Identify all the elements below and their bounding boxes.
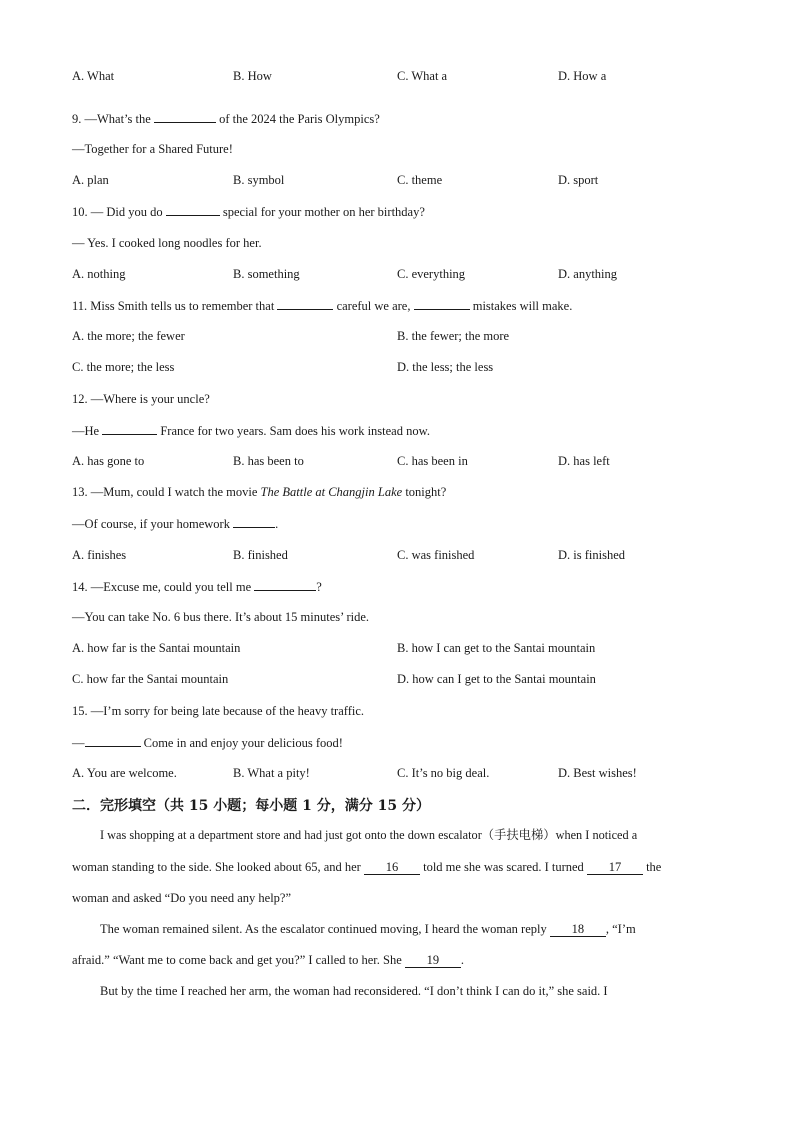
q8-option-d: D. How a — [558, 69, 607, 83]
q10-option-c: C. everything — [397, 267, 466, 281]
q13-stem-after: tonight? — [402, 485, 447, 499]
q15-stem: 15. —I’m sorry for being late because of the heavy traffic. — [72, 704, 365, 718]
passage-p2-line2-after: . — [460, 953, 465, 967]
q10-reply: — Yes. I cooked long noodles for her. — [72, 236, 262, 250]
q14-reply: —You can take No. 6 bus there. It’s about 15 minutes’ ride. — [72, 610, 370, 624]
q12-option-b: B. has been to — [233, 454, 304, 468]
q8-option-a: A. What — [72, 69, 115, 83]
q14-option-c: C. how far the Santai mountain — [72, 672, 229, 686]
blank-16: 16 — [364, 860, 420, 875]
q9-stem-after: of the 2024 the Paris Olympics? — [215, 112, 380, 126]
passage-p1-line2-before: woman standing to the side. She looked about 65, and her — [72, 860, 364, 874]
q11-option-d: D. the less; the less — [397, 360, 494, 374]
q13-option-d: D. is finished — [558, 548, 626, 562]
q10-option-a: A. nothing — [72, 267, 126, 281]
q12-reply-after: France for two years. Sam does his work instead now. — [157, 424, 430, 438]
passage-p1-line1: I was shopping at a department store and had just got onto the down escalator（手扶电梯）when I noticed a — [100, 828, 638, 842]
q11-blank-1 — [277, 297, 333, 310]
q10-option-d: D. anything — [558, 267, 618, 281]
q9-reply: —Together for a Shared Future! — [72, 142, 233, 156]
q11-stem-middle: careful we are, — [333, 299, 414, 313]
blank-17: 17 — [587, 860, 643, 875]
q13-option-c: C. was finished — [397, 548, 475, 562]
q9-option-c: C. theme — [397, 173, 443, 187]
blank-18: 18 — [550, 922, 606, 937]
q9-option-b: B. symbol — [233, 173, 285, 187]
q12-reply — [72, 422, 430, 439]
q13-reply-after: . — [275, 517, 279, 531]
q10-option-b: B. something — [233, 267, 300, 281]
q14-option-d: D. how can I get to the Santai mountain — [397, 672, 596, 686]
q15-option-d: D. Best wishes! — [558, 766, 637, 780]
q13-reply-before: —Of course, if your homework — [72, 517, 234, 531]
q13-stem-before: 13. —Mum, could I watch the movie — [72, 485, 261, 499]
q14-option-b: B. how I can get to the Santai mountain — [397, 641, 596, 655]
q11-option-a: A. the more; the fewer — [72, 329, 185, 343]
q13-option-a: A. finishes — [72, 548, 127, 562]
q15-blank — [85, 734, 141, 747]
section-title-cloze: 二．完形填空（共 15 小题；每小题 1 分，满分 15 分） — [72, 798, 430, 814]
q13-blank — [233, 515, 275, 528]
blank-19: 19 — [405, 953, 461, 968]
q9-stem-before: 9. —What’s the — [72, 112, 154, 126]
q10-stem-before: 10. — Did you do — [72, 205, 166, 219]
passage-p3-line1: But by the time I reached her arm, the woman had reconsidered. “I don’t think I can do it,” she said. I — [100, 984, 608, 998]
q15-reply — [72, 734, 343, 751]
q15-reply-before: — — [72, 736, 85, 750]
q12-option-d: D. has left — [558, 454, 610, 468]
passage-p2-line2-before: afraid.” “Want me to come back and get you?” I called to her. She — [72, 953, 405, 967]
q9-option-a: A. plan — [72, 173, 109, 187]
passage-p2-line1-after: , “I’m — [605, 922, 636, 936]
passage-p1-line2-middle: told me she was scared. I turned — [419, 860, 587, 874]
q14-blank — [254, 578, 316, 591]
q13-reply — [72, 515, 278, 532]
q12-option-c: C. has been in — [397, 454, 468, 468]
q12-stem: 12. —Where is your uncle? — [72, 392, 210, 406]
q11-blank-2 — [414, 297, 470, 310]
q13-movie-title: The Battle at Changjin Lake — [260, 485, 403, 499]
passage-p1-line2-after: the — [642, 860, 662, 874]
q11-stem-after: mistakes will make. — [469, 299, 573, 313]
q11-option-b: B. the fewer; the more — [397, 329, 510, 343]
q12-reply-before: —He — [72, 424, 103, 438]
q10-stem-after: special for your mother on her birthday? — [219, 205, 425, 219]
q11-stem-before: 11. Miss Smith tells us to remember that — [72, 299, 278, 313]
q15-reply-after: Come in and enjoy your delicious food! — [140, 736, 343, 750]
q14-stem — [72, 578, 322, 595]
q10-blank — [166, 203, 220, 216]
q14-stem-before: 14. —Excuse me, could you tell me — [72, 580, 255, 594]
q10-stem — [72, 203, 425, 220]
q15-option-b: B. What a pity! — [233, 766, 310, 780]
q8-option-c: C. What a — [397, 69, 448, 83]
q14-stem-after: ? — [316, 580, 322, 594]
passage-p2-line2 — [72, 952, 464, 968]
q12-blank — [102, 422, 157, 435]
q8-option-b: B. How — [233, 69, 272, 83]
q11-stem — [72, 297, 572, 314]
passage-p2-line1-before: The woman remained silent. As the escalator continued moving, I heard the woman reply — [100, 922, 550, 936]
q9-option-d: D. sport — [558, 173, 599, 187]
passage-p1-line2 — [72, 859, 661, 875]
q15-option-c: C. It’s no big deal. — [397, 766, 490, 780]
q15-option-a: A. You are welcome. — [72, 766, 177, 780]
q14-option-a: A. how far is the Santai mountain — [72, 641, 241, 655]
q13-stem — [72, 484, 446, 500]
passage-p1-line3: woman and asked “Do you need any help?” — [72, 891, 292, 905]
q9-stem — [72, 110, 380, 127]
q13-option-b: B. finished — [233, 548, 288, 562]
q12-option-a: A. has gone to — [72, 454, 145, 468]
q9-blank — [154, 110, 216, 123]
passage-p2-line1 — [100, 921, 636, 937]
q11-option-c: C. the more; the less — [72, 360, 175, 374]
